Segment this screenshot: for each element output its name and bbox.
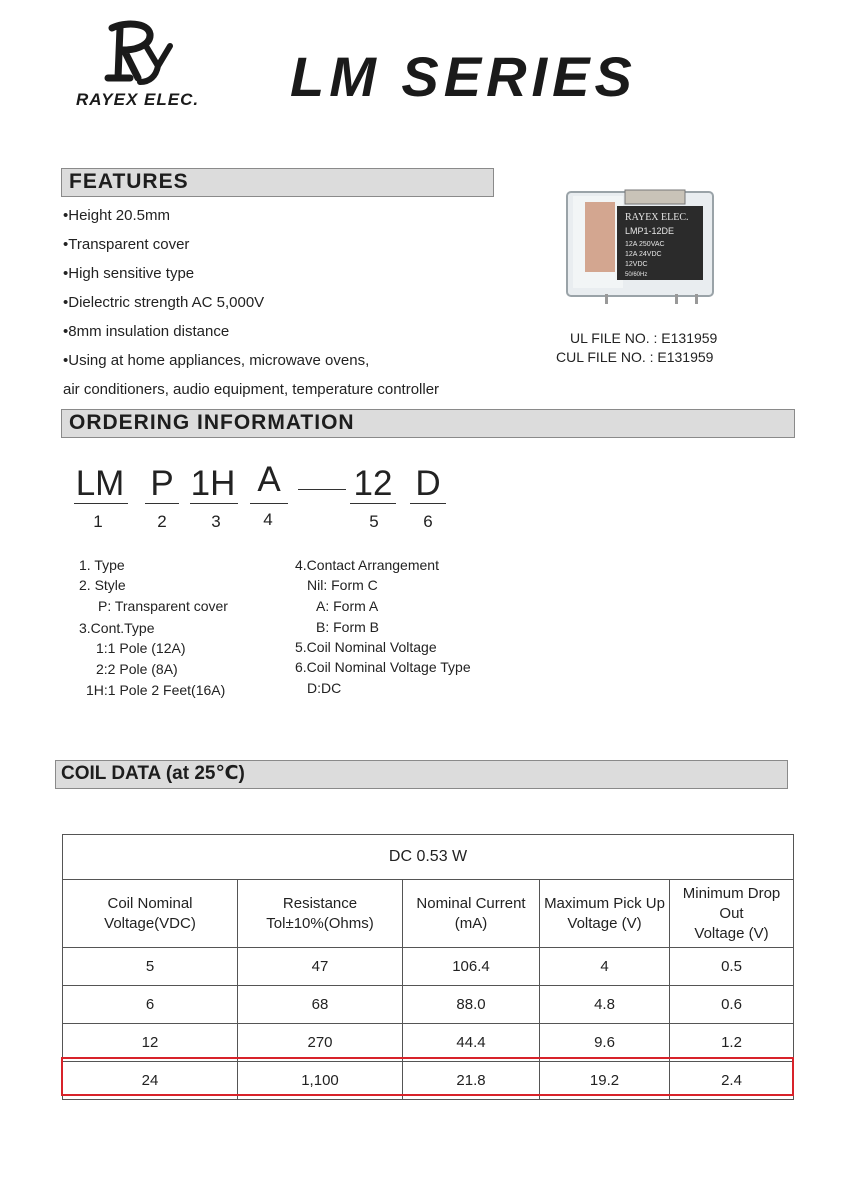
ordering-legend-item: 1:1 Pole (12A) xyxy=(96,640,186,656)
table-cell: 6 xyxy=(63,986,238,1024)
table-cell: 44.4 xyxy=(403,1024,540,1062)
ordering-legend-item: 1. Type xyxy=(79,557,125,573)
table-row xyxy=(63,986,794,1024)
code-part-style: P xyxy=(150,464,174,503)
page-title: LM SERIES xyxy=(290,45,637,108)
column-header: Minimum Drop Out Voltage (V) xyxy=(670,880,794,948)
table-title: DC 0.53 W xyxy=(63,835,794,880)
code-part-arrangement: A xyxy=(257,460,281,499)
ordering-legend-item: A: Form A xyxy=(316,598,379,614)
code-part-coil-voltage: 12 xyxy=(353,464,393,503)
ordering-legend-item: 1H:1 Pole 2 Feet(16A) xyxy=(86,682,226,698)
code-separator-dash xyxy=(298,489,346,490)
code-underline xyxy=(145,503,179,504)
code-index: 4 xyxy=(263,510,273,529)
feature-item: •Using at home appliances, microwave ovens, xyxy=(63,352,370,369)
table-cell: 1,100 xyxy=(238,1062,403,1100)
code-index: 2 xyxy=(157,512,167,531)
code-index: 6 xyxy=(423,512,433,531)
table-cell: 24 xyxy=(63,1062,238,1100)
ordering-section-header xyxy=(61,409,795,438)
code-underline xyxy=(250,503,288,504)
ordering-legend-item: 6.Coil Nominal Voltage Type xyxy=(295,659,471,675)
table-cell: 68 xyxy=(238,986,403,1024)
coil-data-table xyxy=(62,834,794,1100)
feature-item: air conditioners, audio equipment, temperature controller xyxy=(63,381,440,398)
column-header: Nominal Current (mA) xyxy=(403,880,540,948)
relay-product-image xyxy=(565,186,715,306)
ordering-heading: ORDERING INFORMATION xyxy=(69,411,355,434)
relay-label-line: 12VDC xyxy=(625,261,648,268)
relay-label-line: LMP1-12DE xyxy=(625,226,675,236)
code-index: 3 xyxy=(211,512,221,531)
coil-data-section-header xyxy=(55,760,788,789)
cul-file-number: CUL FILE NO. : E131959 xyxy=(556,349,714,365)
table-cell: 5 xyxy=(63,948,238,986)
code-index: 1 xyxy=(93,512,103,531)
ordering-legend-item: P: Transparent cover xyxy=(98,598,228,614)
column-header: Resistance Tol±10%(Ohms) xyxy=(238,880,403,948)
code-underline xyxy=(350,503,396,504)
ordering-legend-item: B: Form B xyxy=(316,619,380,635)
relay-label-line: 12A 24VDC xyxy=(625,251,662,258)
relay-label-line: RAYEX ELEC. xyxy=(625,212,689,223)
code-index: 5 xyxy=(369,512,379,531)
feature-item: •Transparent cover xyxy=(63,236,190,253)
code-part-type: LM xyxy=(75,464,125,503)
ordering-legend-item: 3.Cont.Type xyxy=(79,620,155,636)
ordering-legend-item: 2. Style xyxy=(79,577,126,593)
ordering-legend-item: D:DC xyxy=(307,680,342,696)
table-row-highlighted xyxy=(63,1062,794,1100)
table-cell: 9.6 xyxy=(540,1024,670,1062)
ordering-legend-item: 5.Coil Nominal Voltage xyxy=(295,639,437,655)
table-cell: 106.4 xyxy=(403,948,540,986)
table-cell: 4.8 xyxy=(540,986,670,1024)
column-header: Coil Nominal Voltage(VDC) xyxy=(63,880,238,948)
code-underline xyxy=(190,503,238,504)
table-cell: 0.6 xyxy=(670,986,794,1024)
table-cell: 2.4 xyxy=(670,1062,794,1100)
ordering-legend-item: Nil: Form C xyxy=(307,577,378,593)
table-cell: 12 xyxy=(63,1024,238,1062)
features-section-header xyxy=(61,168,494,197)
coil-data-heading: COIL DATA (at 25℃) xyxy=(61,763,245,784)
table-title-row xyxy=(63,835,794,880)
ul-file-number: UL FILE NO. : E131959 xyxy=(570,330,718,346)
ordering-legend-item: 4.Contact Arrangement xyxy=(295,557,439,573)
feature-item: •Dielectric strength AC 5,000V xyxy=(63,294,265,311)
table-cell: 21.8 xyxy=(403,1062,540,1100)
ordering-legend-item: 2:2 Pole (8A) xyxy=(96,661,178,677)
feature-item: •8mm insulation distance xyxy=(63,323,230,340)
table-cell: 4 xyxy=(540,948,670,986)
table-cell: 88.0 xyxy=(403,986,540,1024)
relay-label-line: 50/60Hz xyxy=(625,272,648,278)
table-cell: 1.2 xyxy=(670,1024,794,1062)
table-row xyxy=(63,1024,794,1062)
code-part-contact-type: 1H xyxy=(190,464,236,503)
code-part-voltage-type: D xyxy=(415,464,441,503)
rayex-logo-icon xyxy=(104,20,184,86)
table-row xyxy=(63,948,794,986)
table-cell: 270 xyxy=(238,1024,403,1062)
column-header: Maximum Pick Up Voltage (V) xyxy=(540,880,670,948)
feature-item: •High sensitive type xyxy=(63,265,195,282)
features-heading: FEATURES xyxy=(69,170,189,193)
table-cell: 19.2 xyxy=(540,1062,670,1100)
brand-name: RAYEX ELEC. xyxy=(76,90,200,109)
table-cell: 0.5 xyxy=(670,948,794,986)
table-header-row xyxy=(63,880,794,948)
table-cell: 47 xyxy=(238,948,403,986)
relay-label-line: 12A 250VAC xyxy=(625,241,665,248)
code-underline xyxy=(74,503,128,504)
feature-item: •Height 20.5mm xyxy=(63,207,170,224)
code-underline xyxy=(410,503,446,504)
